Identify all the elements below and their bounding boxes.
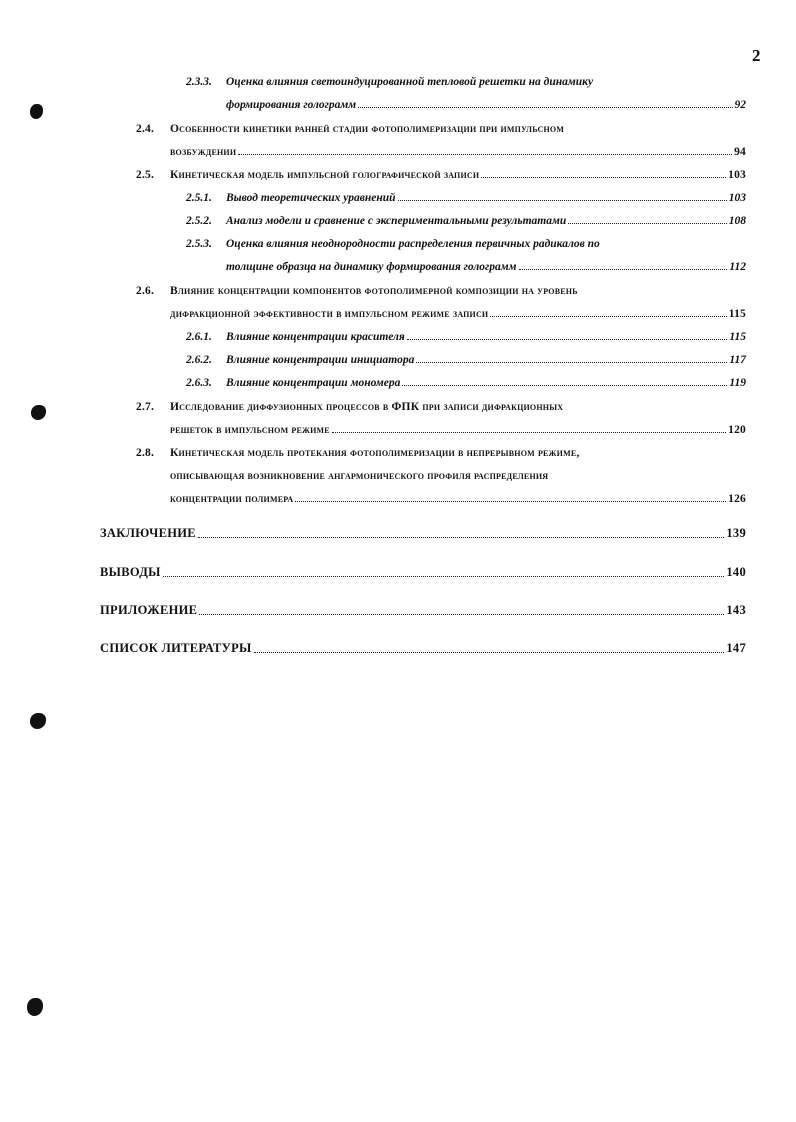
dot-leader (295, 501, 726, 502)
toc-entry-title: Кинетическая модель импульсной голографической записи (170, 169, 480, 181)
dot-leader (398, 200, 727, 201)
toc-entry-number: 2.7. (136, 401, 155, 413)
toc-entry-title: ЗАКЛЮЧЕНИЕ (100, 526, 196, 540)
toc-entry-title: ПРИЛОЖЕНИЕ (100, 603, 198, 617)
page-number: 2 (752, 46, 761, 65)
toc-entry-title: Исследование диффузионных процессов в ФПК при записи дифракционных (170, 401, 564, 413)
toc-entry-title: Кинетическая модель протекания фотополимеризации в непрерывном режиме, (170, 447, 580, 459)
toc-entry-number: 2.3.3. (186, 76, 212, 88)
toc-entry-number: 2.4. (136, 123, 155, 135)
toc-entry-title: Влияние концентрации мономера (226, 377, 401, 389)
toc-entry-page: 112 (729, 261, 746, 273)
toc-entry-2-8-cont[interactable] (170, 470, 746, 482)
toc-entry-page: 117 (729, 354, 746, 366)
toc-entry-number: 2.5.1. (186, 192, 212, 204)
toc-entry-page: 119 (729, 377, 746, 389)
toc-entry-page: 120 (728, 424, 746, 436)
toc-entry-title: Анализ модели и сравнение с экспериментальными результатами (226, 215, 567, 227)
toc-entry-title: ВЫВОДЫ (100, 565, 161, 579)
toc-entry-title-cont: описывающая возникновение ангармонического профиля распределения (170, 470, 549, 482)
toc-entry-title-cont: решеток в импульсном режиме (170, 424, 330, 436)
toc-entry-page: 103 (728, 192, 746, 204)
toc-entry-title-cont: возбуждении (170, 146, 237, 158)
toc-entry-page: 94 (734, 146, 746, 158)
toc-entry-2-6[interactable] (136, 285, 746, 297)
toc-entry-title-cont: дифракционной эффективности в импульсном режиме записи (170, 308, 489, 320)
toc-entry-2-7-cont[interactable] (170, 424, 746, 436)
toc-entry-2-5-1[interactable] (186, 192, 746, 204)
toc-entry-page: 108 (728, 215, 746, 227)
toc-entry-title: Влияние концентрации компонентов фотополимерной композиции на уровень (170, 285, 578, 297)
toc-entry-number: 2.8. (136, 447, 155, 459)
binder-hole-mark (30, 104, 43, 119)
dot-leader (332, 432, 726, 433)
dot-leader (199, 614, 724, 615)
toc-entry-2-7[interactable] (136, 401, 746, 413)
toc-entry-2-6-1[interactable] (186, 331, 746, 343)
toc-entry-title: СПИСОК ЛИТЕРАТУРЫ (100, 641, 252, 655)
toc-entry-2-6-3[interactable] (186, 377, 746, 389)
toc-entry-title-cont: толщине образца на динамику формирования голограмм (226, 261, 517, 273)
toc-entry-page: 140 (726, 565, 746, 579)
toc-entry-findings[interactable] (100, 565, 746, 580)
binder-hole-mark (30, 713, 46, 729)
binder-hole-mark (27, 998, 43, 1016)
toc-entry-number: 2.5. (136, 169, 155, 181)
toc-entry-references[interactable] (100, 641, 746, 656)
toc-entry-page: 139 (726, 526, 746, 540)
dot-leader (402, 385, 727, 386)
dot-leader (238, 154, 732, 155)
toc-entry-page: 147 (726, 641, 746, 655)
toc-entry-page: 103 (728, 169, 746, 181)
toc-entry-title: Влияние концентрации инициатора (226, 354, 415, 366)
toc-entry-2-5-3[interactable] (186, 238, 746, 250)
toc-entry-page: 115 (728, 308, 746, 320)
toc-entry-number: 2.5.2. (186, 215, 212, 227)
toc-entry-conclusion[interactable] (100, 526, 746, 541)
toc-entry-2-4-cont[interactable] (170, 146, 746, 158)
dot-leader (358, 107, 732, 108)
toc-entry-number: 2.6.1. (186, 331, 212, 343)
dot-leader (481, 177, 726, 178)
toc-entry-2-5[interactable] (136, 169, 746, 181)
dot-leader (568, 223, 727, 224)
toc-entry-page: 143 (726, 603, 746, 617)
dot-leader (198, 537, 724, 538)
dot-leader (407, 339, 728, 340)
toc-entry-2-5-2[interactable] (186, 215, 746, 227)
dot-leader (254, 652, 725, 653)
toc-entry-page: 115 (729, 331, 746, 343)
toc-entry-title: Особенности кинетики ранней стадии фотополимеризации при импульсном (170, 123, 565, 135)
toc-entry-2-3-3-cont[interactable] (226, 99, 746, 111)
toc-entry-2-3-3[interactable] (186, 76, 746, 88)
toc-entry-2-6-cont[interactable] (170, 308, 746, 320)
toc-entry-page: 92 (734, 99, 746, 111)
toc-entry-2-8[interactable] (136, 447, 746, 459)
toc-entry-title: Влияние концентрации красителя (226, 331, 405, 343)
toc-entry-2-6-2[interactable] (186, 354, 746, 366)
toc-entry-number: 2.6.2. (186, 354, 212, 366)
toc-entry-2-8-cont2[interactable] (170, 493, 746, 505)
toc-entry-page: 126 (728, 493, 746, 505)
toc-entry-2-5-3-cont[interactable] (226, 261, 746, 273)
dot-leader (163, 576, 725, 577)
binder-hole-mark (31, 405, 46, 420)
toc-entry-title: Вывод теоретических уравнений (226, 192, 396, 204)
toc-entry-title: Оценка влияния светоиндуцированной тепловой решетки на динамику (226, 76, 594, 88)
toc-entry-appendix[interactable] (100, 603, 746, 618)
toc-entry-title: Оценка влияния неоднородности распределения первичных радикалов по (226, 238, 600, 250)
toc-entry-number: 2.6. (136, 285, 155, 297)
dot-leader (490, 316, 726, 317)
toc-entry-2-4[interactable] (136, 123, 746, 135)
toc-entry-title-cont: формирования голограмм (226, 99, 357, 111)
toc-entry-number: 2.6.3. (186, 377, 212, 389)
toc-entry-number: 2.5.3. (186, 238, 212, 250)
dot-leader (519, 269, 728, 270)
dot-leader (416, 362, 727, 363)
toc-entry-title-cont: концентрации полимера (170, 493, 294, 505)
